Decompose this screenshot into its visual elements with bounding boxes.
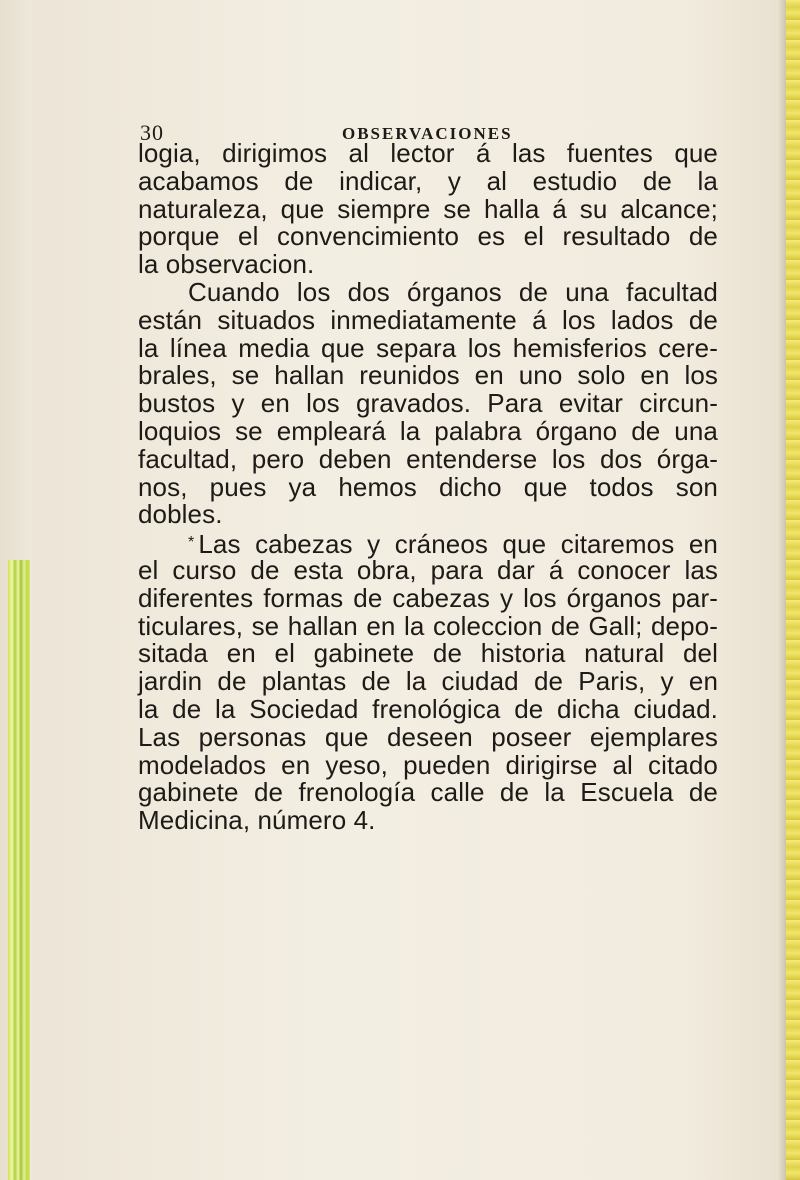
text-line: loquios se empleará la palabra órgano de una	[138, 415, 718, 446]
text-line: jardin de plantas de la ciudad de Paris, y en	[138, 666, 718, 697]
text-line: porque el convencimiento es el resultado de	[138, 221, 718, 252]
text-line: el curso de esta obra, para dar á conocer las	[138, 554, 718, 585]
paragraph-start: Cuando los dos órganos de una facultad	[188, 276, 718, 307]
text-line: la línea media que separa los hemisferios cere-	[138, 332, 718, 363]
text-line: nos, pues ya hemos dicho que todos son	[138, 471, 718, 502]
text-line: Medicina, número 4.	[138, 805, 376, 836]
body-text	[138, 140, 718, 835]
text-line: ticulares, se hallan en la coleccion de Gall; depo-	[138, 610, 718, 641]
text-line: gabinete de frenología calle de la Escuela de	[138, 777, 718, 808]
text-line: naturaleza, que siempre se halla á su alcance;	[138, 193, 718, 224]
text-line: acabamos de indicar, y al estudio de la	[138, 165, 718, 196]
text-line: facultad, pero deben entenderse los dos órga-	[138, 443, 718, 474]
page-number: 30	[140, 120, 164, 145]
text-line: logia, dirigimos al lector á las fuentes que	[138, 138, 718, 168]
text-line: brales, se hallan reunidos en uno solo en los	[138, 360, 718, 391]
text-line: la de la Sociedad frenológica de dicha ciudad.	[138, 693, 718, 724]
text-line: Las personas que deseen poseer ejemplares	[138, 721, 718, 752]
binding-strip	[8, 560, 30, 1180]
text-line: bustos y en los gravados. Para evitar circun-	[138, 388, 718, 419]
text-line: sitada en el gabinete de historia natural del	[138, 638, 718, 669]
paragraph-first-line: Las cabezas y cráneos que citaremos en	[198, 529, 718, 560]
text-line: dobles.	[138, 499, 223, 530]
running-head: OBSERVACIONES	[342, 124, 513, 143]
book-spine-edge	[786, 0, 800, 1180]
text-line: están situados inmediatamente á los lados de	[138, 304, 718, 335]
footnote-marker: *	[188, 534, 195, 552]
paragraph-start	[138, 529, 718, 560]
text-line: la observacion.	[138, 249, 315, 280]
text-line: modelados en yeso, pueden dirigirse al citado	[138, 749, 718, 780]
text-line: diferentes formas de cabezas y los órganos par-	[138, 582, 718, 613]
spine-shadow	[778, 0, 786, 1180]
